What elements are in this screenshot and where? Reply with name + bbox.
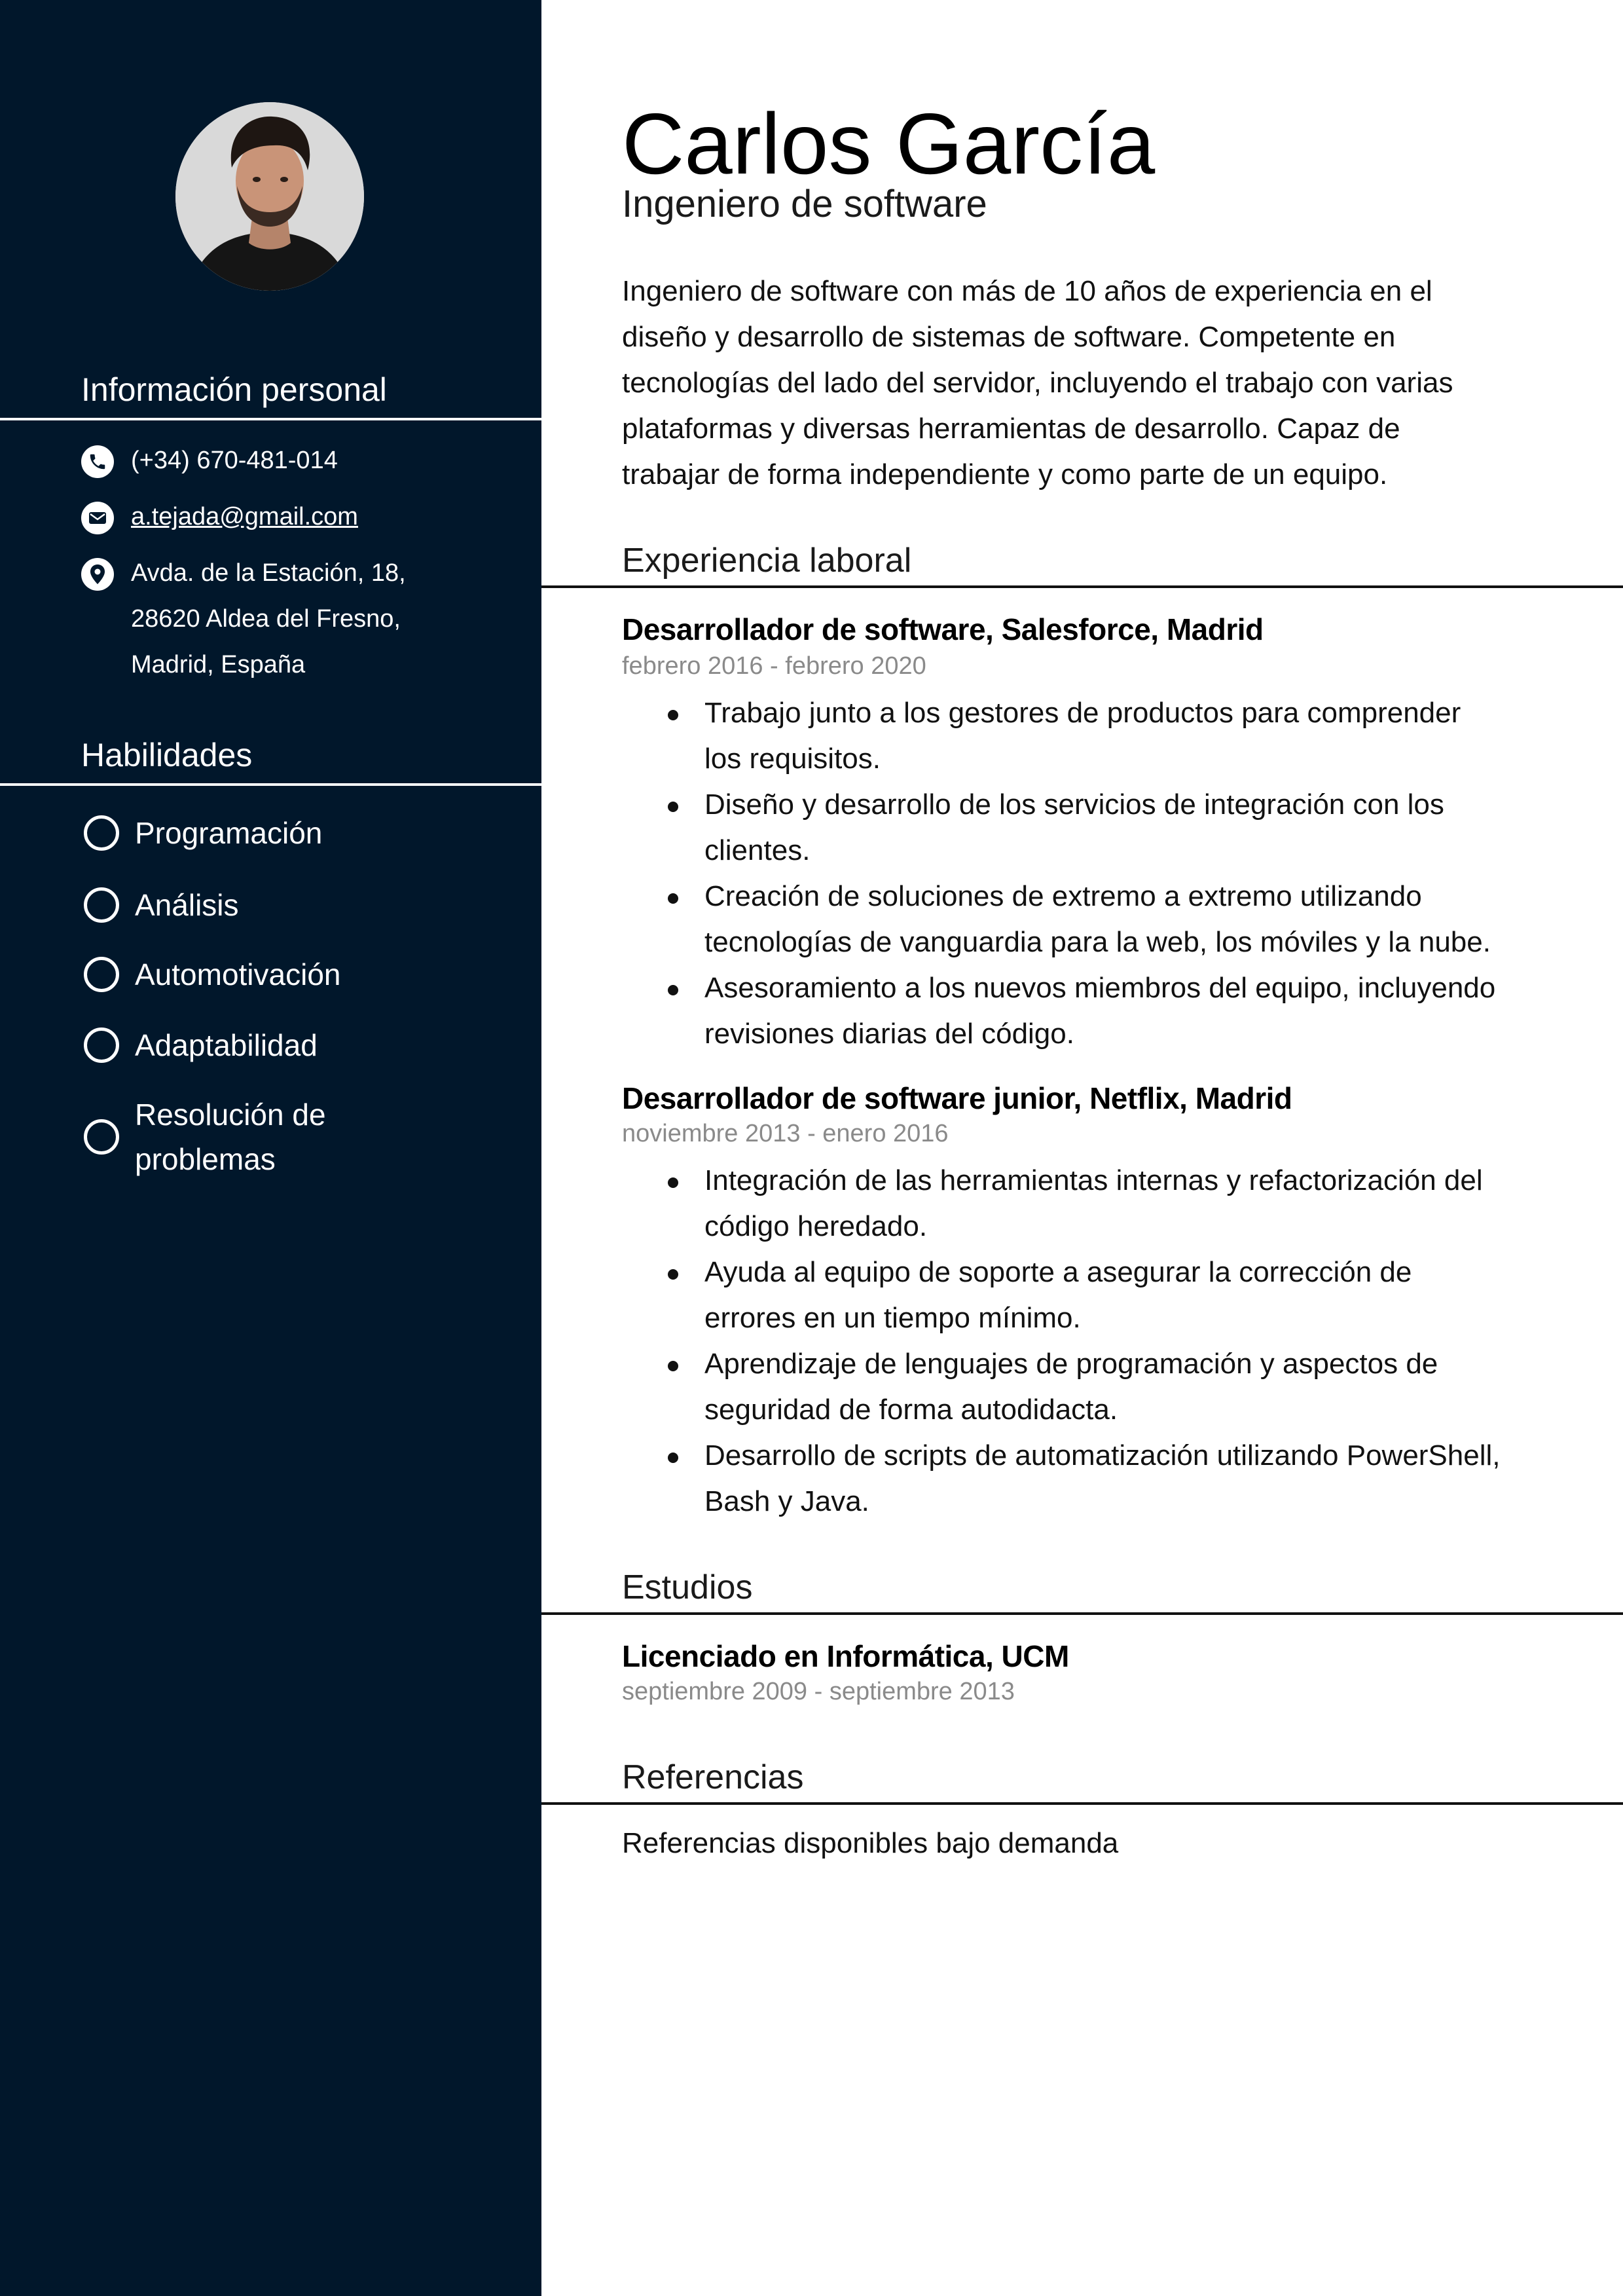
education-heading: Estudios bbox=[622, 1568, 753, 1606]
list-item: Trabajo junto a los gestores de productos para comprender los requisitos. bbox=[668, 690, 1584, 782]
list-item: Ayuda al equipo de soporte a asegurar la corrección de errores en un tiempo mínimo. bbox=[668, 1250, 1584, 1341]
list-item: Integración de las herramientas internas y refactorización del código heredado. bbox=[668, 1158, 1584, 1250]
list-item: Asesoramiento a los nuevos miembros del equipo, incluyendo revisiones diarias del código. bbox=[668, 965, 1584, 1057]
skill-label-line: problemas bbox=[135, 1142, 276, 1176]
skill-label: Programación bbox=[135, 816, 323, 850]
job-title: Desarrollador de software junior, Netflix, Madrid bbox=[622, 1081, 1292, 1115]
list-item: Aprendizaje de lenguajes de programación y aspectos de seguridad de forma autodidacta. bbox=[668, 1341, 1584, 1433]
experience-divider bbox=[541, 585, 1623, 588]
education-divider bbox=[541, 1612, 1623, 1615]
degree-title: Licenciado en Informática, UCM bbox=[622, 1639, 1069, 1673]
summary-line: Ingeniero de software con más de 10 años de experiencia en el bbox=[622, 275, 1432, 307]
experience-heading: Experiencia laboral bbox=[622, 542, 912, 580]
profile-summary bbox=[622, 268, 1539, 498]
skill-label: Adaptabilidad bbox=[135, 1028, 318, 1062]
job-dates: noviembre 2013 - enero 2016 bbox=[622, 1120, 949, 1147]
skill-label: Automotivación bbox=[135, 957, 341, 991]
summary-line: diseño y desarrollo de sistemas de software. Competente en bbox=[622, 321, 1396, 353]
personal-info-heading: Información personal bbox=[81, 371, 387, 408]
references-heading: Referencias bbox=[622, 1758, 804, 1796]
skill-label-line: Resolución de bbox=[135, 1098, 326, 1132]
address-line: 28620 Aldea del Fresno, bbox=[131, 605, 401, 633]
list-item: Creación de soluciones de extremo a extremo utilizando tecnologías de vanguardia para la web, los móviles y la nube. bbox=[668, 874, 1584, 965]
address-line: Madrid, España bbox=[131, 651, 306, 678]
address-line: Avda. de la Estación, 18, bbox=[131, 559, 406, 587]
candidate-title: Ingeniero de software bbox=[622, 183, 987, 225]
candidate-name: Carlos García bbox=[622, 96, 1156, 192]
job-title: Desarrollador de software, Salesforce, Madrid bbox=[622, 612, 1264, 646]
references-divider bbox=[541, 1802, 1623, 1805]
phone-number: (+34) 670-481-014 bbox=[131, 447, 338, 474]
job-dates: febrero 2016 - febrero 2020 bbox=[622, 652, 926, 680]
references-text: Referencias disponibles bajo demanda bbox=[622, 1827, 1119, 1859]
job-bullets bbox=[668, 1158, 1584, 1525]
summary-line: tecnologías del lado del servidor, incluyendo el trabajo con varias bbox=[622, 367, 1453, 399]
skill-label: Análisis bbox=[135, 888, 239, 922]
summary-line: trabajar de forma independiente y como parte de un equipo. bbox=[622, 458, 1388, 491]
email-link[interactable]: a.tejada@gmail.com bbox=[131, 503, 358, 530]
list-item: Diseño y desarrollo de los servicios de integración con los clientes. bbox=[668, 782, 1584, 874]
degree-dates: septiembre 2009 - septiembre 2013 bbox=[622, 1678, 1015, 1705]
job-bullets bbox=[668, 690, 1584, 1057]
summary-line: plataformas y diversas herramientas de desarrollo. Capaz de bbox=[622, 413, 1400, 445]
skills-heading: Habilidades bbox=[81, 737, 253, 773]
list-item: Desarrollo de scripts de automatización utilizando PowerShell, Bash y Java. bbox=[668, 1433, 1584, 1525]
